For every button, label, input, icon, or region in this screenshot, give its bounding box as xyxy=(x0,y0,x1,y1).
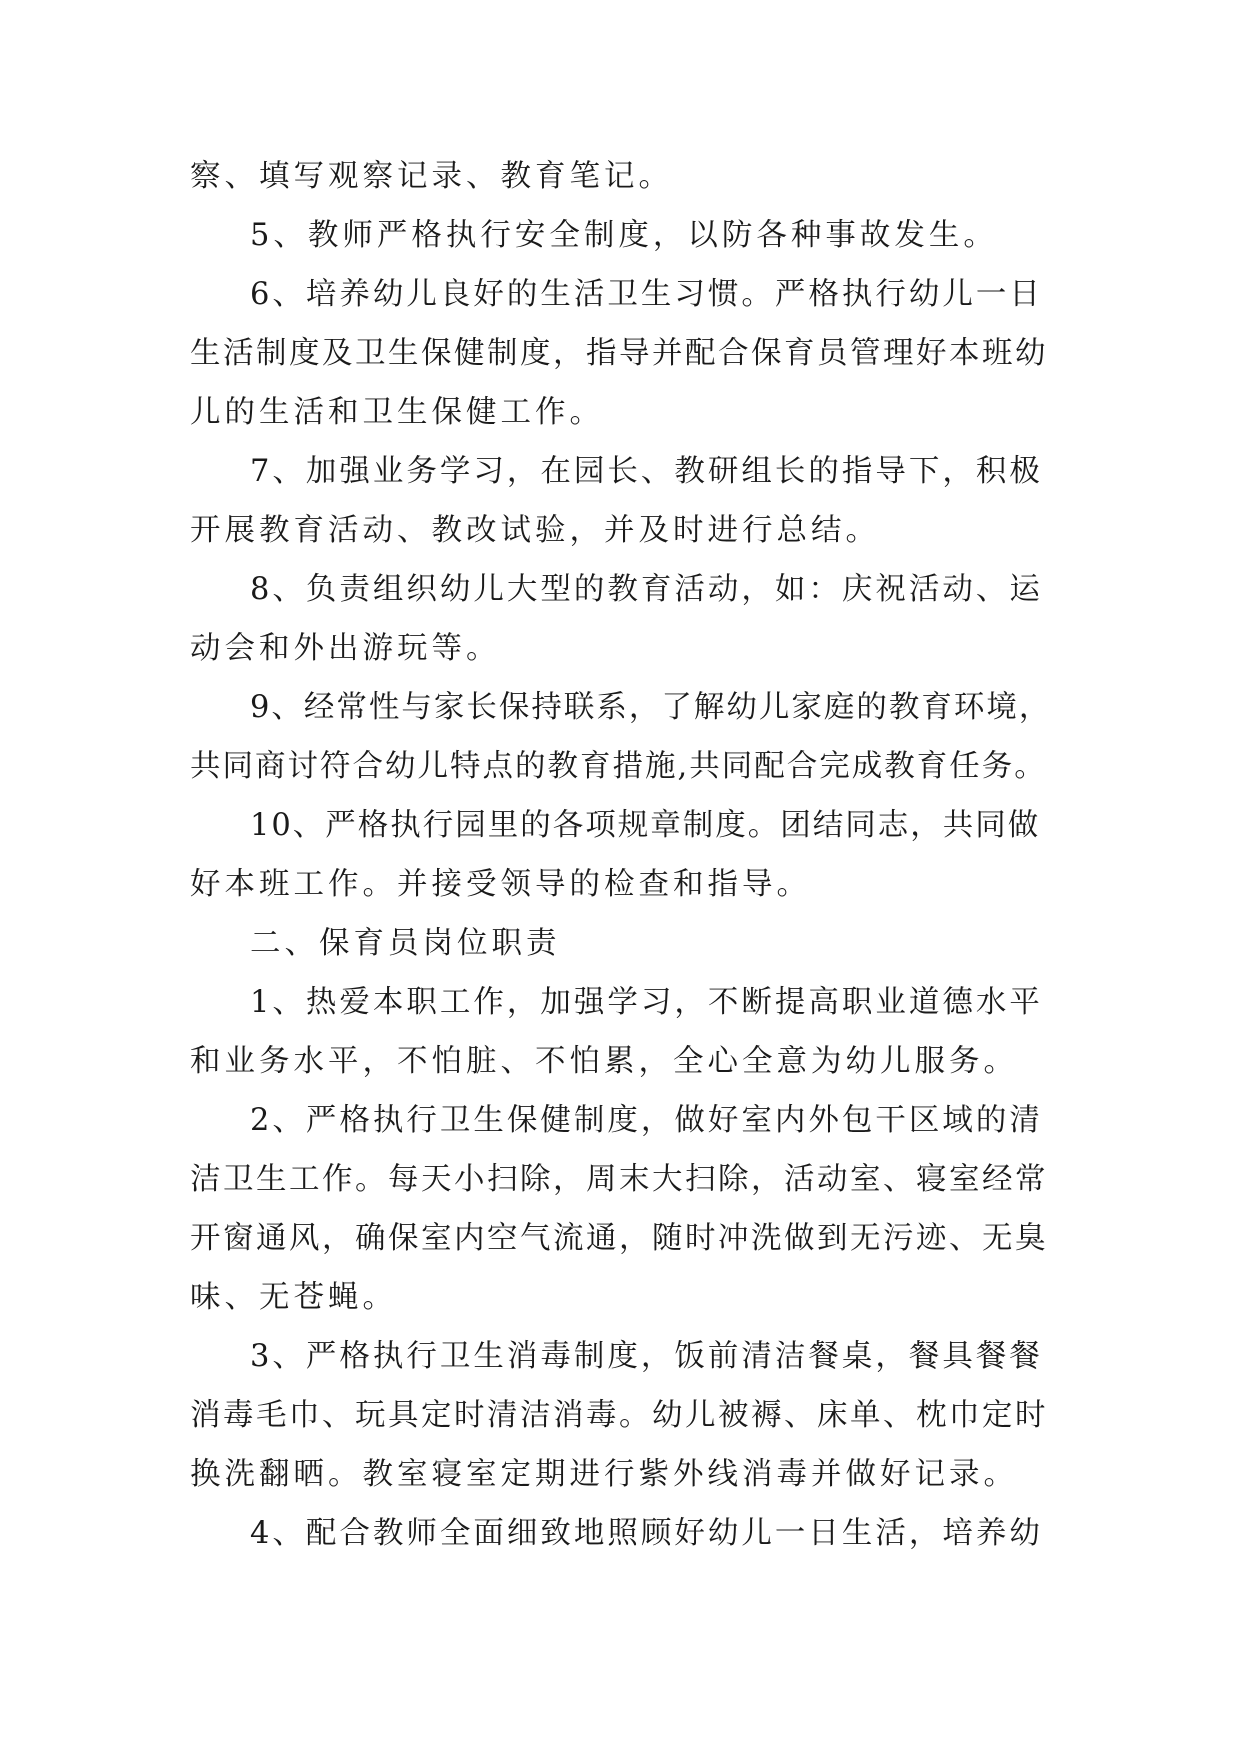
text-line: 6、培养幼儿良好的生活卫生习惯。严格执行幼儿一日 xyxy=(250,277,1043,312)
text-line: 开窗通风，确保室内空气流通，随时冲洗做到无污迹、无臭 xyxy=(190,1221,1048,1256)
text-line: 开展教育活动、教改试验，并及时进行总结。 xyxy=(190,513,880,548)
text-line: 4、配合教师全面细致地照顾好幼儿一日生活，培养幼 xyxy=(250,1516,1043,1551)
text-line: 5、教师严格执行安全制度，以防各种事故发生。 xyxy=(250,218,998,253)
text-line: 消毒毛巾、玩具定时清洁消毒。幼儿被褥、床单、枕巾定时 xyxy=(190,1398,1048,1433)
text-line: 1、热爱本职工作，加强学习，不断提高职业道德水平 xyxy=(250,985,1043,1020)
text-line: 和业务水平，不怕脏、不怕累，全心全意为幼儿服务。 xyxy=(190,1044,1018,1079)
text-line: 10、严格执行园里的各项规章制度。团结同志，共同做 xyxy=(250,808,1041,843)
text-line: 9、经常性与家长保持联系，了解幼儿家庭的教育环境， xyxy=(250,690,1052,725)
text-line: 察、填写观察记录、教育笔记。 xyxy=(190,159,673,194)
text-line: 共同商讨符合幼儿特点的教育措施,共同配合完成教育任务。 xyxy=(190,749,1047,784)
text-line: 生活制度及卫生保健制度，指导并配合保育员管理好本班幼 xyxy=(190,336,1048,371)
text-line: 8、负责组织幼儿大型的教育活动，如：庆祝活动、运 xyxy=(250,572,1043,607)
text-line: 3、严格执行卫生消毒制度，饭前清洁餐桌，餐具餐餐 xyxy=(250,1339,1043,1374)
section-heading: 二、保育员岗位职责 xyxy=(250,926,561,961)
text-line: 2、严格执行卫生保健制度，做好室内外包干区域的清 xyxy=(250,1103,1043,1138)
text-line: 7、加强业务学习，在园长、教研组长的指导下，积极 xyxy=(250,454,1043,489)
text-line: 儿的生活和卫生保健工作。 xyxy=(190,395,604,430)
text-line: 好本班工作。并接受领导的检查和指导。 xyxy=(190,867,811,902)
text-line: 洁卫生工作。每天小扫除，周末大扫除，活动室、寝室经常 xyxy=(190,1162,1048,1197)
text-line: 动会和外出游玩等。 xyxy=(190,631,501,666)
text-line: 换洗翻晒。教室寝室定期进行紫外线消毒并做好记录。 xyxy=(190,1457,1018,1492)
text-line: 味、无苍蝇。 xyxy=(190,1280,397,1315)
